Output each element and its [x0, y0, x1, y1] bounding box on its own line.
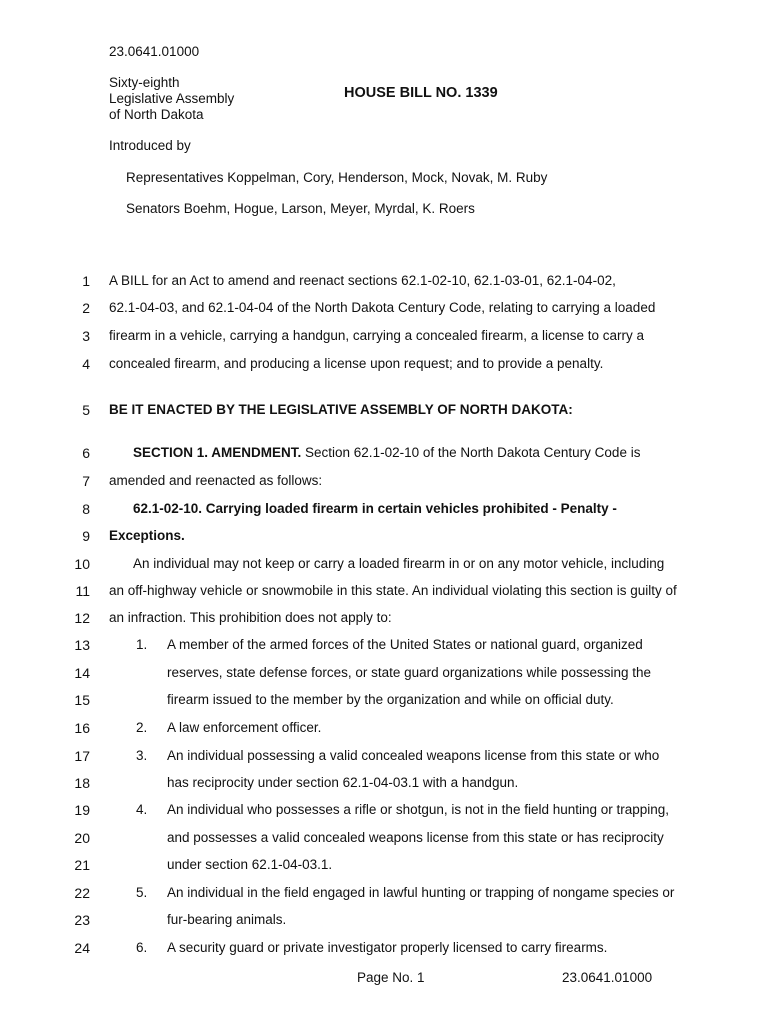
list-number: 5.: [136, 885, 148, 900]
line-number: 22: [74, 885, 90, 901]
line-number: 14: [74, 665, 90, 681]
sponsor-representatives: Representatives Koppelman, Cory, Henderson, Mock, Novak, M. Ruby: [126, 170, 548, 185]
line-number: 3: [82, 328, 90, 344]
line-number: 21: [74, 857, 90, 873]
list-item-text: A member of the armed forces of the United States or national guard, organized: [167, 637, 643, 652]
list-item-text: firearm issued to the member by the organization and while on official duty.: [167, 692, 614, 707]
line-number: 18: [74, 775, 90, 791]
line-number: 19: [74, 802, 90, 818]
line-number: 23: [74, 912, 90, 928]
bill-text-line: firearm in a vehicle, carrying a handgun, carrying a concealed firearm, a license to carry a: [109, 328, 645, 343]
section-label: SECTION 1. AMENDMENT.: [133, 445, 302, 460]
line-number: 4: [82, 356, 90, 372]
list-item-text: has reciprocity under section 62.1-04-03.1 with a handgun.: [167, 775, 519, 790]
line-number: 24: [74, 940, 90, 956]
line-number: 9: [82, 528, 90, 544]
line-number: 15: [74, 692, 90, 708]
list-number: 1.: [136, 637, 148, 652]
assembly-line: of North Dakota: [109, 107, 204, 122]
assembly-line: Legislative Assembly: [109, 91, 235, 106]
introduced-by-label: Introduced by: [109, 138, 191, 153]
sponsor-senators: Senators Boehm, Hogue, Larson, Meyer, Myrdal, K. Roers: [126, 201, 475, 216]
list-number: 4.: [136, 802, 148, 817]
list-item-text: reserves, state defense forces, or state guard organizations while possessing the: [167, 665, 652, 680]
list-item-text: fur-bearing animals.: [167, 912, 287, 927]
bill-text-line: A BILL for an Act to amend and reenact sections 62.1-02-10, 62.1-03-01, 62.1-04-02,: [109, 273, 616, 288]
statute-heading: Exceptions.: [109, 528, 185, 543]
bill-text-line: An individual may not keep or carry a loaded firearm in or on any motor vehicle, including: [133, 556, 665, 571]
statute-heading: 62.1-02-10. Carrying loaded firearm in certain vehicles prohibited - Penalty -: [133, 501, 617, 516]
enacting-clause: BE IT ENACTED BY THE LEGISLATIVE ASSEMBLY OF NORTH DAKOTA:: [109, 402, 573, 417]
list-number: 3.: [136, 748, 148, 763]
list-item-text: An individual in the field engaged in lawful hunting or trapping of nongame species or: [167, 885, 675, 900]
line-number: 20: [74, 830, 90, 846]
list-item-text: An individual possessing a valid concealed weapons license from this state or who: [167, 748, 660, 763]
bill-text-line: 62.1-04-03, and 62.1-04-04 of the North Dakota Century Code, relating to carrying a loaded: [109, 300, 656, 315]
line-number: 6: [82, 445, 90, 461]
line-number: 13: [74, 637, 90, 653]
line-number: 7: [82, 473, 90, 489]
bill-text-line: an infraction. This prohibition does not apply to:: [109, 610, 392, 625]
line-number: 10: [74, 556, 90, 572]
line-number: 1: [82, 273, 90, 289]
assembly-line: Sixty-eighth: [109, 75, 180, 90]
line-number: 8: [82, 501, 90, 517]
bill-text-line: concealed firearm, and producing a license upon request; and to provide a penalty.: [109, 356, 604, 371]
section-heading-line: [133, 445, 640, 460]
bill-title: HOUSE BILL NO. 1339: [344, 85, 498, 101]
footer-bill-code: 23.0641.01000: [562, 970, 653, 985]
bill-text-line: amended and reenacted as follows:: [109, 473, 323, 488]
list-number: 2.: [136, 720, 148, 735]
list-number: 6.: [136, 940, 148, 955]
section-text: Section 62.1-02-10 of the North Dakota Century Code is: [301, 445, 641, 460]
line-number: 11: [75, 583, 90, 599]
line-number: 2: [82, 300, 90, 316]
line-number: 16: [74, 720, 90, 736]
bill-text-line: an off-highway vehicle or snowmobile in this state. An individual violating this section is guilty of: [109, 583, 677, 598]
line-number: 17: [74, 748, 90, 764]
line-number: 12: [74, 610, 90, 626]
list-item-text: A security guard or private investigator properly licensed to carry firearms.: [167, 940, 608, 955]
list-item-text: An individual who possesses a rifle or shotgun, is not in the field hunting or trapping,: [167, 802, 670, 817]
assembly-name: [109, 75, 234, 123]
list-item-text: under section 62.1-04-03.1.: [167, 857, 333, 872]
page-number: Page No. 1: [357, 970, 425, 985]
list-item-text: and possesses a valid concealed weapons license from this state or has reciprocity: [167, 830, 664, 845]
line-number: 5: [82, 402, 90, 418]
list-item-text: A law enforcement officer.: [167, 720, 322, 735]
bill-code: 23.0641.01000: [109, 44, 200, 59]
